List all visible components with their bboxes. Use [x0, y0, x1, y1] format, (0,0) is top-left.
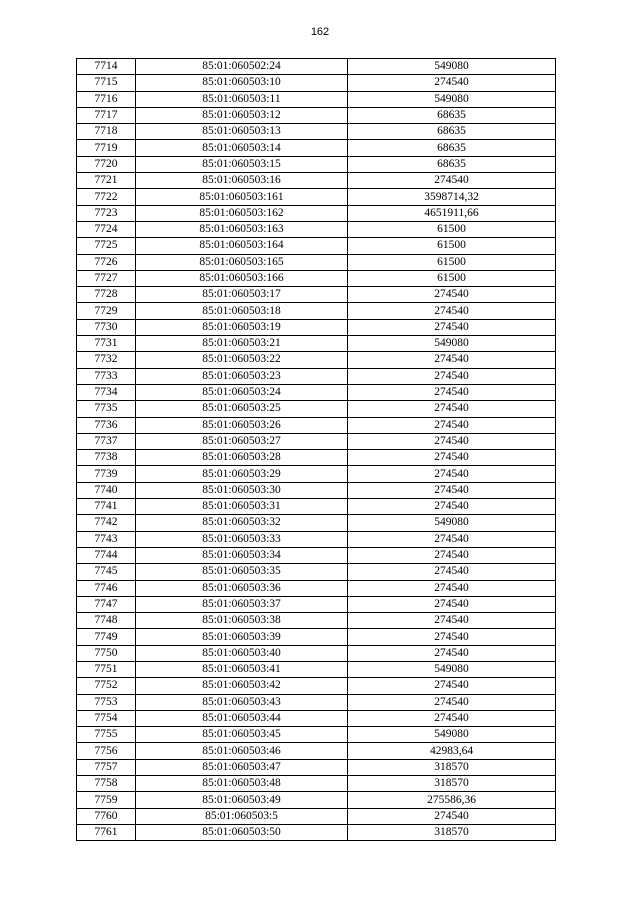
- table-row: [77, 384, 556, 400]
- row-number-cell: 7732: [77, 352, 136, 368]
- cadastral-number-cell: 85:01:060503:24: [136, 384, 348, 400]
- table-row: [77, 91, 556, 107]
- value-cell: 275586,36: [348, 792, 556, 808]
- cadastral-number-cell: 85:01:060503:38: [136, 613, 348, 629]
- table-row: [77, 678, 556, 694]
- row-number-cell: 7739: [77, 466, 136, 482]
- value-cell: 274540: [348, 596, 556, 612]
- cadastral-number-cell: 85:01:060503:45: [136, 727, 348, 743]
- table-row: [77, 596, 556, 612]
- cadastral-number-cell: 85:01:060503:163: [136, 221, 348, 237]
- table-row: [77, 270, 556, 286]
- value-cell: 274540: [348, 352, 556, 368]
- row-number-cell: 7729: [77, 303, 136, 319]
- row-number-cell: 7755: [77, 727, 136, 743]
- table-row: [77, 254, 556, 270]
- table-row: [77, 759, 556, 775]
- value-cell: 274540: [348, 466, 556, 482]
- value-cell: 68635: [348, 107, 556, 123]
- value-cell: 274540: [348, 287, 556, 303]
- cadastral-number-cell: 85:01:060503:162: [136, 205, 348, 221]
- row-number-cell: 7747: [77, 596, 136, 612]
- value-cell: 274540: [348, 75, 556, 91]
- cadastral-number-cell: 85:01:060503:165: [136, 254, 348, 270]
- table-row: [77, 515, 556, 531]
- cadastral-number-cell: 85:01:060503:26: [136, 417, 348, 433]
- row-number-cell: 7754: [77, 710, 136, 726]
- row-number-cell: 7745: [77, 564, 136, 580]
- row-number-cell: 7753: [77, 694, 136, 710]
- table-row: [77, 319, 556, 335]
- cadastral-number-cell: 85:01:060503:11: [136, 91, 348, 107]
- cadastral-number-cell: 85:01:060503:25: [136, 401, 348, 417]
- row-number-cell: 7714: [77, 59, 136, 75]
- value-cell: 274540: [348, 401, 556, 417]
- row-number-cell: 7735: [77, 401, 136, 417]
- row-number-cell: 7759: [77, 792, 136, 808]
- value-cell: 274540: [348, 710, 556, 726]
- table-row: [77, 303, 556, 319]
- cadastral-number-cell: 85:01:060503:166: [136, 270, 348, 286]
- table-row: [77, 580, 556, 596]
- cadastral-number-cell: 85:01:060503:18: [136, 303, 348, 319]
- table-row: [77, 401, 556, 417]
- page-number: 162: [310, 26, 330, 38]
- row-number-cell: 7719: [77, 140, 136, 156]
- table-row: [77, 189, 556, 205]
- row-number-cell: 7744: [77, 547, 136, 563]
- row-number-cell: 7717: [77, 107, 136, 123]
- cadastral-number-cell: 85:01:060503:46: [136, 743, 348, 759]
- value-cell: 274540: [348, 450, 556, 466]
- value-cell: 274540: [348, 531, 556, 547]
- row-number-cell: 7725: [77, 238, 136, 254]
- row-number-cell: 7748: [77, 613, 136, 629]
- value-cell: 549080: [348, 727, 556, 743]
- row-number-cell: 7722: [77, 189, 136, 205]
- row-number-cell: 7741: [77, 499, 136, 515]
- cadastral-number-cell: 85:01:060503:14: [136, 140, 348, 156]
- table-row: [77, 482, 556, 498]
- table-row: [77, 287, 556, 303]
- value-cell: 274540: [348, 173, 556, 189]
- cadastral-number-cell: 85:01:060503:30: [136, 482, 348, 498]
- cadastral-number-cell: 85:01:060503:39: [136, 629, 348, 645]
- row-number-cell: 7752: [77, 678, 136, 694]
- table-row: [77, 59, 556, 75]
- table-row: [77, 645, 556, 661]
- cadastral-number-cell: 85:01:060503:35: [136, 564, 348, 580]
- value-cell: 549080: [348, 59, 556, 75]
- cadastral-number-cell: 85:01:060503:13: [136, 124, 348, 140]
- row-number-cell: 7724: [77, 221, 136, 237]
- cadastral-number-cell: 85:01:060502:24: [136, 59, 348, 75]
- row-number-cell: 7726: [77, 254, 136, 270]
- value-cell: 549080: [348, 661, 556, 677]
- cadastral-number-cell: 85:01:060503:22: [136, 352, 348, 368]
- row-number-cell: 7761: [77, 824, 136, 840]
- value-cell: 274540: [348, 678, 556, 694]
- cadastral-number-cell: 85:01:060503:29: [136, 466, 348, 482]
- cadastral-number-cell: 85:01:060503:15: [136, 156, 348, 172]
- table-row: [77, 221, 556, 237]
- cadastral-number-cell: 85:01:060503:48: [136, 776, 348, 792]
- cadastral-number-cell: 85:01:060503:47: [136, 759, 348, 775]
- value-cell: 61500: [348, 254, 556, 270]
- cadastral-number-cell: 85:01:060503:50: [136, 824, 348, 840]
- row-number-cell: 7749: [77, 629, 136, 645]
- row-number-cell: 7731: [77, 336, 136, 352]
- row-number-cell: 7715: [77, 75, 136, 91]
- cadastral-number-cell: 85:01:060503:37: [136, 596, 348, 612]
- cadastral-number-cell: 85:01:060503:28: [136, 450, 348, 466]
- cadastral-number-cell: 85:01:060503:16: [136, 173, 348, 189]
- cadastral-number-cell: 85:01:060503:12: [136, 107, 348, 123]
- row-number-cell: 7760: [77, 808, 136, 824]
- value-cell: 274540: [348, 613, 556, 629]
- registry-table: [76, 58, 556, 841]
- value-cell: 274540: [348, 564, 556, 580]
- value-cell: 61500: [348, 221, 556, 237]
- table-row: [77, 205, 556, 221]
- value-cell: 274540: [348, 547, 556, 563]
- value-cell: 274540: [348, 433, 556, 449]
- value-cell: 68635: [348, 156, 556, 172]
- value-cell: 42983,64: [348, 743, 556, 759]
- value-cell: 68635: [348, 124, 556, 140]
- value-cell: 274540: [348, 303, 556, 319]
- cadastral-number-cell: 85:01:060503:19: [136, 319, 348, 335]
- table-row: [77, 466, 556, 482]
- table-row: [77, 547, 556, 563]
- row-number-cell: 7750: [77, 645, 136, 661]
- table-row: [77, 75, 556, 91]
- row-number-cell: 7734: [77, 384, 136, 400]
- cadastral-number-cell: 85:01:060503:33: [136, 531, 348, 547]
- table-row: [77, 450, 556, 466]
- table-row: [77, 531, 556, 547]
- value-cell: 274540: [348, 319, 556, 335]
- row-number-cell: 7756: [77, 743, 136, 759]
- value-cell: 3598714,32: [348, 189, 556, 205]
- table-row: [77, 792, 556, 808]
- cadastral-number-cell: 85:01:060503:10: [136, 75, 348, 91]
- table-row: [77, 629, 556, 645]
- row-number-cell: 7730: [77, 319, 136, 335]
- table-row: [77, 694, 556, 710]
- cadastral-number-cell: 85:01:060503:49: [136, 792, 348, 808]
- table-row: [77, 499, 556, 515]
- value-cell: 61500: [348, 270, 556, 286]
- table-row: [77, 417, 556, 433]
- row-number-cell: 7757: [77, 759, 136, 775]
- value-cell: 274540: [348, 368, 556, 384]
- cadastral-number-cell: 85:01:060503:44: [136, 710, 348, 726]
- table-row: [77, 808, 556, 824]
- row-number-cell: 7728: [77, 287, 136, 303]
- value-cell: 274540: [348, 482, 556, 498]
- row-number-cell: 7740: [77, 482, 136, 498]
- cadastral-number-cell: 85:01:060503:23: [136, 368, 348, 384]
- value-cell: 318570: [348, 776, 556, 792]
- table-row: [77, 564, 556, 580]
- cadastral-number-cell: 85:01:060503:34: [136, 547, 348, 563]
- table-row: [77, 661, 556, 677]
- row-number-cell: 7742: [77, 515, 136, 531]
- value-cell: 61500: [348, 238, 556, 254]
- table-row: [77, 613, 556, 629]
- row-number-cell: 7758: [77, 776, 136, 792]
- value-cell: 274540: [348, 417, 556, 433]
- value-cell: 274540: [348, 384, 556, 400]
- table-row: [77, 107, 556, 123]
- cadastral-number-cell: 85:01:060503:32: [136, 515, 348, 531]
- row-number-cell: 7751: [77, 661, 136, 677]
- row-number-cell: 7718: [77, 124, 136, 140]
- table-row: [77, 824, 556, 840]
- row-number-cell: 7721: [77, 173, 136, 189]
- value-cell: 274540: [348, 499, 556, 515]
- table-row: [77, 336, 556, 352]
- table-row: [77, 173, 556, 189]
- row-number-cell: 7716: [77, 91, 136, 107]
- cadastral-number-cell: 85:01:060503:27: [136, 433, 348, 449]
- table-row: [77, 352, 556, 368]
- value-cell: 318570: [348, 759, 556, 775]
- value-cell: 4651911,66: [348, 205, 556, 221]
- value-cell: 274540: [348, 808, 556, 824]
- row-number-cell: 7733: [77, 368, 136, 384]
- row-number-cell: 7720: [77, 156, 136, 172]
- row-number-cell: 7727: [77, 270, 136, 286]
- value-cell: 274540: [348, 580, 556, 596]
- cadastral-number-cell: 85:01:060503:164: [136, 238, 348, 254]
- table-row: [77, 140, 556, 156]
- cadastral-number-cell: 85:01:060503:42: [136, 678, 348, 694]
- cadastral-number-cell: 85:01:060503:41: [136, 661, 348, 677]
- row-number-cell: 7737: [77, 433, 136, 449]
- table-row: [77, 433, 556, 449]
- cadastral-number-cell: 85:01:060503:40: [136, 645, 348, 661]
- table-row: [77, 368, 556, 384]
- row-number-cell: 7723: [77, 205, 136, 221]
- table-row: [77, 743, 556, 759]
- value-cell: 549080: [348, 336, 556, 352]
- row-number-cell: 7738: [77, 450, 136, 466]
- cadastral-number-cell: 85:01:060503:36: [136, 580, 348, 596]
- table-row: [77, 727, 556, 743]
- registry-table-body: [77, 59, 556, 841]
- table-row: [77, 238, 556, 254]
- value-cell: 549080: [348, 91, 556, 107]
- value-cell: 549080: [348, 515, 556, 531]
- cadastral-number-cell: 85:01:060503:161: [136, 189, 348, 205]
- value-cell: 318570: [348, 824, 556, 840]
- table-row: [77, 156, 556, 172]
- value-cell: 274540: [348, 645, 556, 661]
- row-number-cell: 7736: [77, 417, 136, 433]
- value-cell: 68635: [348, 140, 556, 156]
- cadastral-number-cell: 85:01:060503:43: [136, 694, 348, 710]
- table-row: [77, 776, 556, 792]
- row-number-cell: 7746: [77, 580, 136, 596]
- cadastral-number-cell: 85:01:060503:17: [136, 287, 348, 303]
- value-cell: 274540: [348, 629, 556, 645]
- cadastral-number-cell: 85:01:060503:31: [136, 499, 348, 515]
- cadastral-number-cell: 85:01:060503:21: [136, 336, 348, 352]
- table-row: [77, 124, 556, 140]
- row-number-cell: 7743: [77, 531, 136, 547]
- cadastral-number-cell: 85:01:060503:5: [136, 808, 348, 824]
- value-cell: 274540: [348, 694, 556, 710]
- table-row: [77, 710, 556, 726]
